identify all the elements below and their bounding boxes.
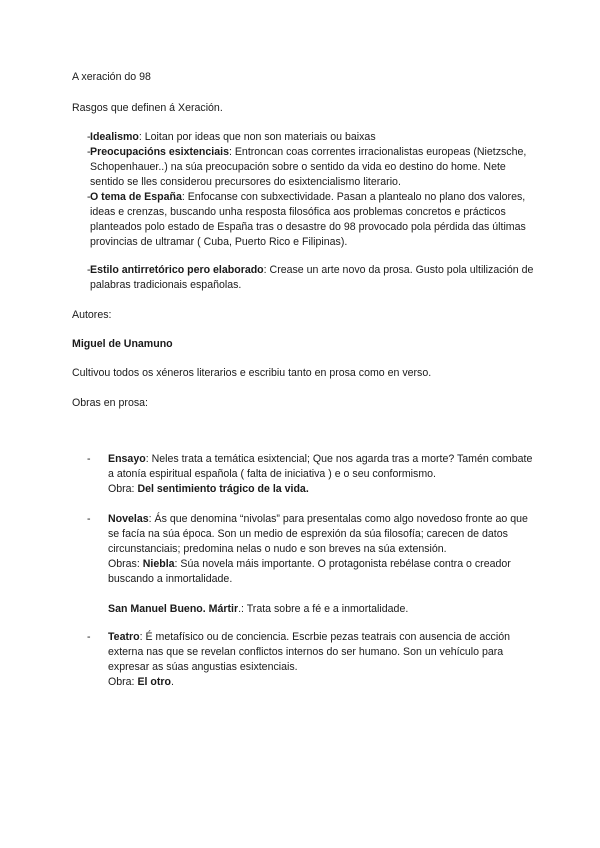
bullet-dash: - — [87, 131, 91, 143]
list-item — [87, 145, 540, 190]
list-item — [87, 512, 540, 617]
authors-label: Autores: — [72, 309, 112, 321]
list-item — [87, 452, 540, 497]
item-text: : Loitan por ideas que non son materiais ou baixas — [138, 131, 376, 143]
obra-title: Del sentimiento trágico de la vida. — [137, 483, 309, 495]
document-title: A xeración do 98 — [72, 71, 151, 83]
item-text: : Crease un arte novo da prosa. Gusto pola ultilización de palabras tradicionais españolas. — [90, 264, 534, 291]
item-text: : É metafísico ou de conciencia. Escrbie pezas teatrais con ausencia de acción externa nas que se revelan conflictos internos do ser humano. Son un vehículo para expresar as súas angustias esixtenciais. — [108, 631, 510, 673]
obra-text-secondary: .: Trata sobre a fé e a inmortalidade. — [238, 603, 409, 615]
bullet-dash: - — [87, 453, 91, 465]
obra-title: Niebla — [142, 558, 175, 570]
item-term: Preocupacións esixtenciais — [90, 146, 229, 158]
author-description: Cultivou todos os xéneros literarios e escribiu tanto en prosa como en verso. — [72, 367, 432, 379]
obra-title: El otro — [137, 676, 171, 688]
obra-end: . — [171, 676, 174, 688]
obra-label: Obra: — [108, 676, 138, 688]
list-item — [87, 630, 540, 690]
obra-label: Obra: — [108, 483, 138, 495]
bullet-dash: - — [87, 191, 91, 203]
bullet-dash: - — [87, 146, 91, 158]
item-text: : Enfocanse con subxectividade. Pasan a plantealo no plano dos valores, ideas e crenzas, buscando unha resposta filosófica aos problemas concretos e prácticos planteados polo estado de España tras o desastre do 98 provocado pola pérdida das últimas provincias de ultramar ( Cuba, Puerto Rico e Filipinas). — [90, 191, 526, 248]
item-term: Idealismo — [90, 131, 139, 143]
item-term: Estilo antirretórico pero elaborado — [90, 264, 264, 276]
obra-text: : Súa novela máis importante. O protagonista rebélase contra o creador buscando a inmortalidade. — [108, 558, 511, 585]
item-term: Teatro — [108, 631, 140, 643]
list-item — [87, 130, 540, 145]
bullet-dash: - — [87, 264, 91, 276]
bullet-dash: - — [87, 513, 91, 525]
author-heading: Miguel de Unamuno — [72, 338, 173, 350]
item-text: : Entroncan coas correntes irracionalistas europeas (Nietzsche, Schopenhauer..) na súa preocupación sobre o sentido da vida eo destino do home. Nete sentido se lles considerou precursores do esixtencialismo literario. — [90, 146, 527, 188]
obras-label: Obras: — [108, 558, 143, 570]
item-term: Novelas — [108, 513, 149, 525]
prose-label: Obras en prosa: — [72, 397, 148, 409]
item-term: O tema de España — [90, 191, 182, 203]
item-text: : Neles trata a temática esixtencial; Que nos agarda tras a morte? Tamén combate a atonía espiritual española ( falta de iniciativa ) e o seu conformismo. — [108, 453, 533, 480]
intro-text: Rasgos que definen á Xeración. — [72, 102, 223, 114]
list-item — [87, 263, 540, 293]
item-term: Ensayo — [108, 453, 146, 465]
obra-title-secondary: San Manuel Bueno. Mártir — [108, 603, 239, 615]
bullet-dash: - — [87, 631, 91, 643]
item-text: : Ás que denomina “nivolas” para presentalas como algo novedoso fronte ao que se facía na súa época. Son un medio de esprexión da súa filosofía; carecen de datos circunstanciais; predomina nelas o nudo e son breves na súa extensión. — [108, 513, 528, 555]
list-item — [87, 190, 540, 250]
